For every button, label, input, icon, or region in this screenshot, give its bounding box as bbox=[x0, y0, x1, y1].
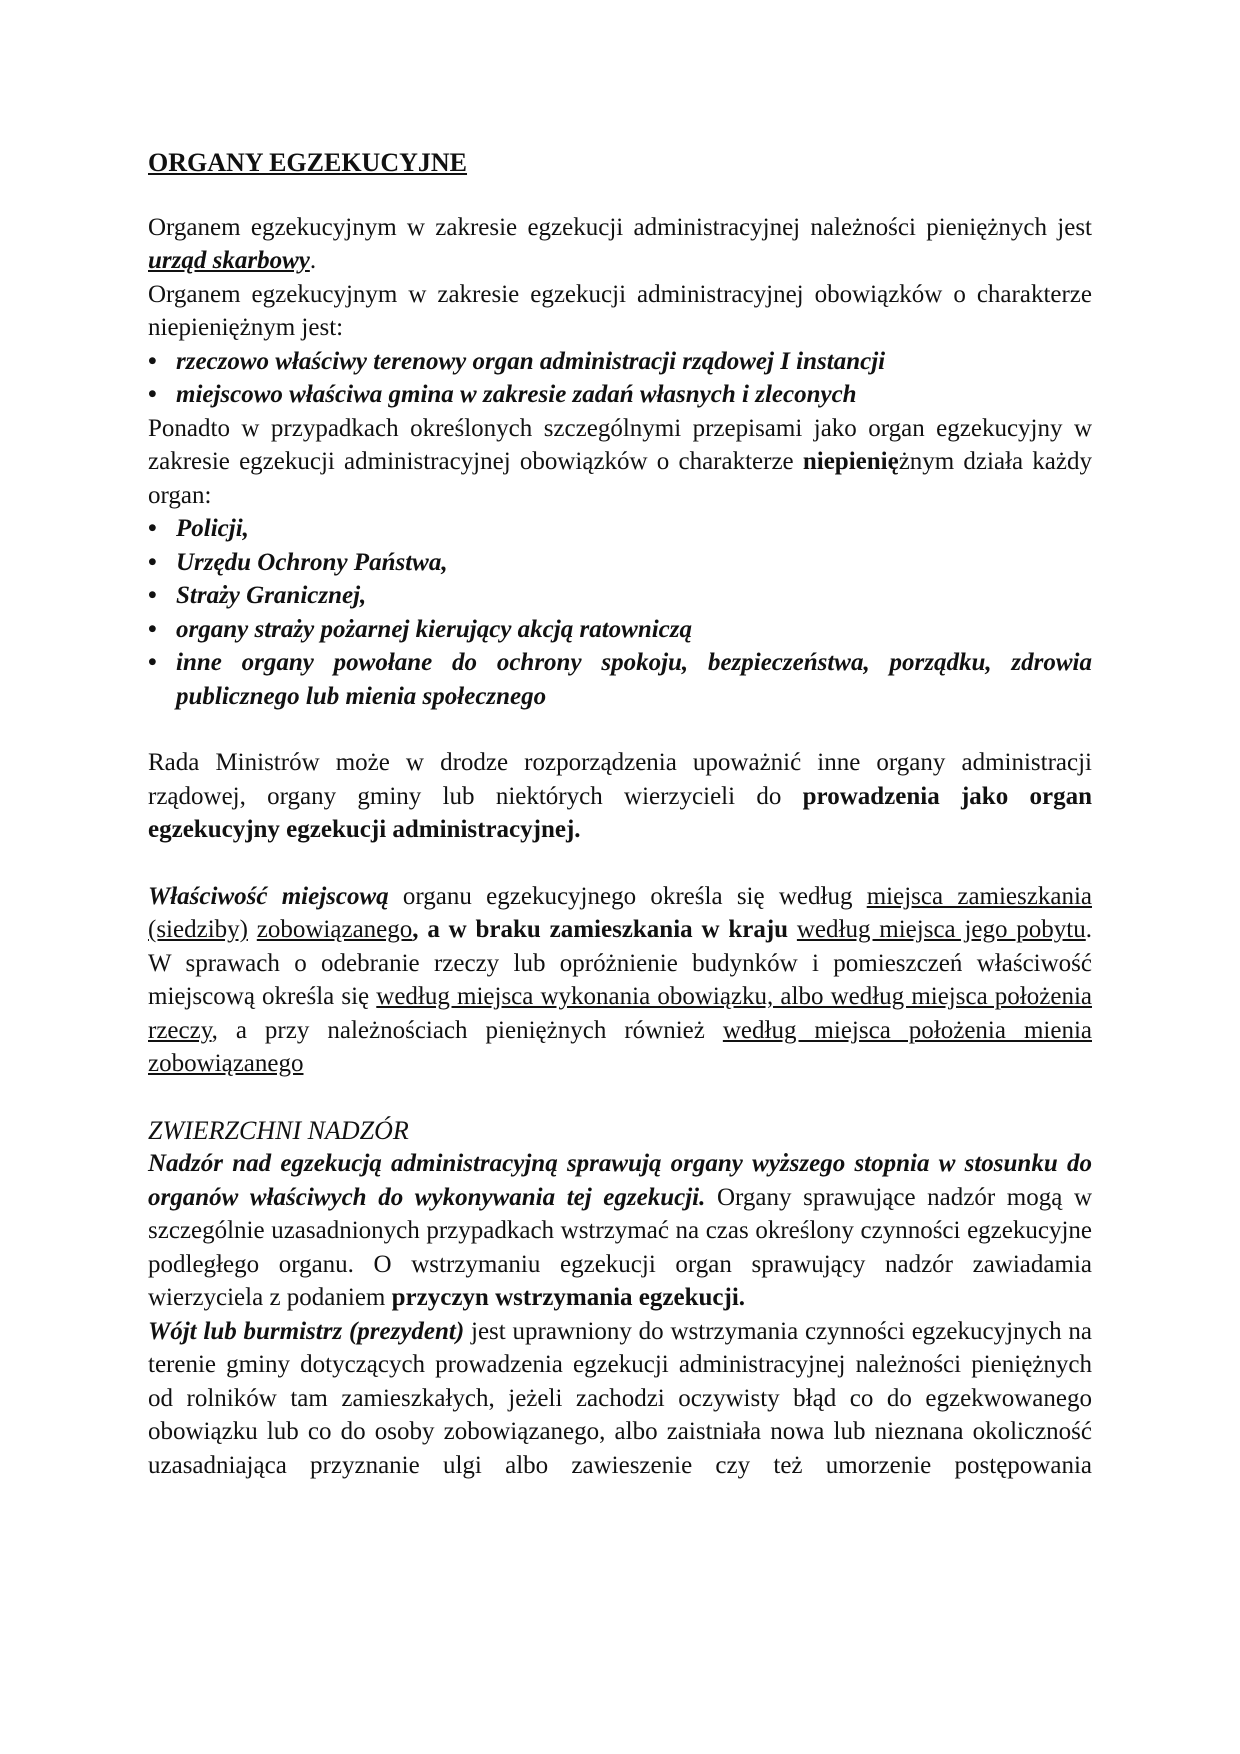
ponadto-paragraph bbox=[148, 412, 1092, 513]
wojt-paragraph bbox=[148, 1315, 1092, 1483]
underlined-run: według miejsca jego pobytu bbox=[796, 916, 1086, 943]
underlined-run: według miejsca wykonania obowiązku, albo według miejsca położenia rzeczy bbox=[148, 983, 1092, 1044]
document-title: ORGANY EGZEKUCYJNE bbox=[148, 148, 468, 177]
text-run: . W sprawach o odebranie rzeczy lub opróżnienie budynków i pomieszczeń właściwość miejscową określa się bbox=[148, 916, 1092, 1010]
text-run: , a przy należnościach pieniężnych również bbox=[211, 1016, 723, 1044]
spacer bbox=[148, 1081, 1092, 1114]
ponadto-end: żnym działa każdy organ: bbox=[148, 448, 1092, 509]
intro-end: . bbox=[309, 247, 317, 274]
underlined-run: miejsca zamieszkania (siedziby) bbox=[148, 882, 1092, 943]
text-run: , a w braku zamieszkania w kraju bbox=[412, 916, 797, 943]
list-item: • miejscowo właściwa gmina w zakresie zadań własnych i zleconych bbox=[148, 378, 1092, 412]
list-item: • rzeczowo właściwy terenowy organ administracji rządowej I instancji bbox=[148, 345, 1092, 379]
list-item: • Policji, bbox=[148, 512, 1092, 546]
rada-ministrow-paragraph bbox=[148, 746, 1092, 847]
emphasis-urzad-skarbowy: urząd skarbowy bbox=[148, 247, 310, 274]
rada-text: Rada Ministrów może w drodze rozporządzenia upoważnić inne organy administracji rządowej, organy gminy lub niektórych wierzycieli do bbox=[148, 749, 1092, 810]
organ-list-1 bbox=[148, 345, 1092, 412]
nadzor-bold-end: przyczyn wstrzymania egzekucji. bbox=[391, 1284, 746, 1311]
list-item: • inne organy powołane do ochrony spokoju, bezpieczeństwa, porządku, zdrowia publicznego lub mienia społecznego bbox=[148, 646, 1092, 713]
ponadto-text: Ponadto w przypadkach określonych szczególnymi przepisami jako organ egzekucyjny w zakresie egzekucji administracyjnej obowiązków o charakterze bbox=[148, 414, 1092, 475]
spacer bbox=[148, 847, 1092, 880]
wojt-lead: Wójt lub burmistrz (prezydent) bbox=[148, 1317, 465, 1345]
text-run bbox=[248, 916, 257, 943]
list-item: • organy straży pożarnej kierujący akcją ratowniczą bbox=[148, 613, 1092, 647]
list-item: • Straży Granicznej, bbox=[148, 579, 1092, 613]
wlasciwosc-lead: Właściwość miejscową bbox=[148, 882, 389, 910]
nadzor-heading: ZWIERZCHNI NADZÓR bbox=[148, 1115, 409, 1145]
ponadto-bold: niepienię bbox=[802, 448, 899, 475]
organ-list-2 bbox=[148, 512, 1092, 713]
nadzor-text: Organy sprawujące nadzór mogą w szczególnie uzasadnionych przypadkach wstrzymać na czas określony czynności egzekucyjne podległego organu. O wstrzymaniu egzekucji organ sprawujący nadzór zawiadamia wierzyciela z podaniem bbox=[148, 1183, 1092, 1311]
list-item: • Urzędu Ochrony Państwa, bbox=[148, 546, 1092, 580]
text-run: organu egzekucyjnego określa się według bbox=[388, 882, 867, 910]
underlined-run: zobowiązanego bbox=[256, 916, 413, 943]
wlasciwosc-paragraph bbox=[148, 880, 1092, 1081]
document-page bbox=[148, 146, 1092, 1482]
nadzor-lead: Nadzór nad egzekucją administracyjną sprawują organy wyższego stopnia w stosunku do organów właściwych do wykonywania tej egzekucji. bbox=[148, 1150, 1092, 1211]
nadzor-paragraph bbox=[148, 1147, 1092, 1315]
rada-bold-end: prowadzenia jako organ egzekucyjny egzekucji administracyjnej. bbox=[148, 782, 1092, 843]
underlined-run: według miejsca położenia mienia zobowiązanego bbox=[148, 1016, 1092, 1077]
intro-paragraph-2: Organem egzekucyjnym w zakresie egzekucji administracyjnej obowiązków o charakterze niepieniężnym jest: bbox=[148, 280, 1092, 341]
intro-text: Organem egzekucyjnym w zakresie egzekucji administracyjnej należności pieniężnych jest bbox=[148, 213, 1092, 241]
spacer bbox=[148, 713, 1092, 746]
intro-paragraph-1 bbox=[148, 211, 1092, 278]
wojt-text: jest uprawniony do wstrzymania czynności egzekucyjnych na terenie gminy dotyczących prowadzenia egzekucji administracyjnej należności pieniężnych od rolników tam zamieszkałych, jeżeli zachodzi oczywisty błąd co do egzekwowanego obowiązku lub co do osoby zobowiązanego, albo zaistniała nowa lub nieznana okoliczność uzasadniająca przyznanie ulgi albo zawieszenie czy też umorzenie postępowania bbox=[148, 1317, 1093, 1479]
